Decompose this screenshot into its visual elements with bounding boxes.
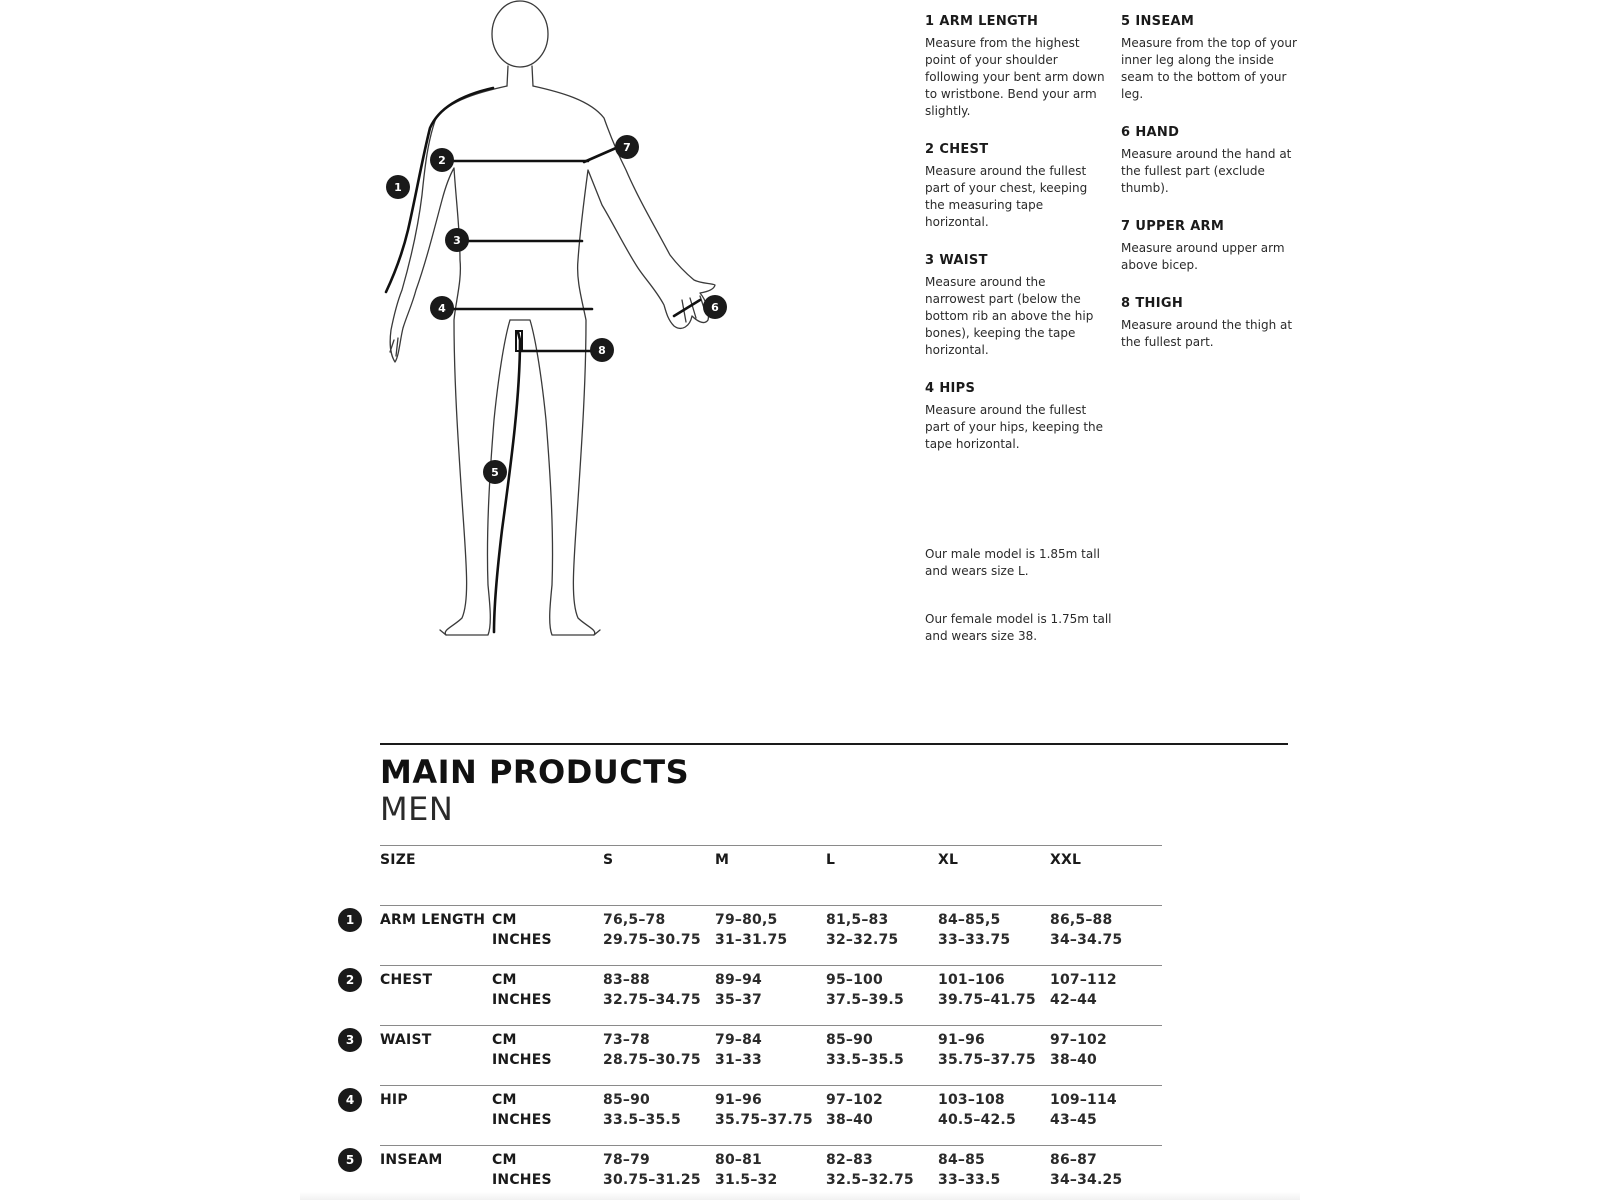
instruction-heading: 2 CHEST [925, 142, 989, 157]
instruction-heading: 8 THIGH [1121, 296, 1183, 311]
cell-inches-waist-m: 31–33 [715, 1052, 762, 1068]
cell-inches-arm-length-s: 29.75–30.75 [603, 932, 701, 948]
row-label-inseam: INSEAM [380, 1152, 443, 1168]
section-divider [380, 743, 1288, 745]
size-header-label: SIZE [380, 852, 416, 868]
cell-cm-hip-m: 91–96 [715, 1092, 762, 1108]
cell-cm-waist-m: 79–84 [715, 1032, 762, 1048]
hand-line [674, 300, 700, 316]
instruction-text: Measure around the thigh at the fullest part. [1121, 318, 1293, 349]
svg-text:4: 4 [438, 302, 446, 315]
male-model-note: Our male model is 1.85m tall and wears size L. [925, 547, 1100, 578]
instruction-text: Measure from the top of your inner leg along the inside seam to the bottom of your leg. [1121, 36, 1297, 101]
instructions-column-left [925, 14, 1105, 473]
instruction-hand [1121, 125, 1301, 197]
table-rule [380, 845, 1162, 846]
svg-text:8: 8 [598, 344, 606, 357]
svg-text:2: 2 [438, 154, 446, 167]
unit-label-inches: INCHES [492, 1052, 552, 1068]
cell-inches-hip-m: 35.75–37.75 [715, 1112, 813, 1128]
figure-badge-2 [430, 148, 454, 172]
cell-inches-hip-s: 33.5–35.5 [603, 1112, 681, 1128]
figure-badge-6 [703, 295, 727, 319]
cell-cm-hip-xl: 103–108 [938, 1092, 1005, 1108]
instruction-text: Measure around the narrowest part (below the bottom rib an above the hip bones), keeping the tape horizontal. [925, 275, 1094, 357]
instruction-text: Measure around the fullest part of your chest, keeping the measuring tape horizontal. [925, 164, 1088, 229]
unit-label-inches: INCHES [492, 932, 552, 948]
svg-text:3: 3 [453, 234, 461, 247]
cell-cm-waist-l: 85–90 [826, 1032, 873, 1048]
unit-label-cm: CM [492, 972, 517, 988]
cell-cm-chest-xxl: 107–112 [1050, 972, 1117, 988]
unit-label-inches: INCHES [492, 1172, 552, 1188]
cell-inches-hip-xxl: 43–45 [1050, 1112, 1097, 1128]
instruction-heading: 1 ARM LENGTH [925, 14, 1039, 29]
cell-cm-inseam-s: 78–79 [603, 1152, 650, 1168]
unit-label-cm: CM [492, 1092, 517, 1108]
unit-label-cm: CM [492, 1152, 517, 1168]
cell-inches-chest-xxl: 42–44 [1050, 992, 1097, 1008]
svg-text:7: 7 [623, 141, 631, 154]
row-number-badge: 3 [338, 1028, 362, 1052]
size-header-s: S [603, 852, 614, 868]
cell-cm-chest-m: 89–94 [715, 972, 762, 988]
cell-cm-arm-length-xl: 84–85,5 [938, 912, 1001, 928]
unit-label-cm: CM [492, 912, 517, 928]
cell-cm-inseam-xl: 84–85 [938, 1152, 985, 1168]
figure-badge-4 [430, 296, 454, 320]
cell-cm-waist-s: 73–78 [603, 1032, 650, 1048]
cell-inches-hip-xl: 40.5–42.5 [938, 1112, 1016, 1128]
instruction-text: Measure around upper arm above bicep. [1121, 241, 1285, 272]
instruction-text: Measure around the fullest part of your hips, keeping the tape horizontal. [925, 403, 1104, 451]
cell-cm-arm-length-xxl: 86,5–88 [1050, 912, 1113, 928]
cell-inches-hip-l: 38–40 [826, 1112, 873, 1128]
figure-badge-1 [386, 175, 410, 199]
cell-cm-arm-length-s: 76,5–78 [603, 912, 666, 928]
table-rule [380, 1145, 1162, 1146]
cell-cm-waist-xl: 91–96 [938, 1032, 985, 1048]
svg-text:5: 5 [491, 466, 499, 479]
unit-label-inches: INCHES [492, 992, 552, 1008]
table-rule [380, 965, 1162, 966]
cell-cm-inseam-l: 82–83 [826, 1152, 873, 1168]
cell-inches-waist-xxl: 38–40 [1050, 1052, 1097, 1068]
cell-cm-hip-l: 97–102 [826, 1092, 883, 1108]
figure-badge-5 [483, 460, 507, 484]
cell-cm-chest-l: 95–100 [826, 972, 883, 988]
row-label-chest: CHEST [380, 972, 433, 988]
unit-label-inches: INCHES [492, 1112, 552, 1128]
row-number-badge: 5 [338, 1148, 362, 1172]
instruction-arm-length [925, 14, 1105, 120]
svg-text:1: 1 [394, 181, 402, 194]
cell-inches-arm-length-xxl: 34–34.75 [1050, 932, 1123, 948]
cell-cm-inseam-m: 80–81 [715, 1152, 762, 1168]
figure-badge-7 [615, 135, 639, 159]
table-rule [380, 1085, 1162, 1086]
cell-inches-arm-length-m: 31–31.75 [715, 932, 788, 948]
cell-cm-arm-length-l: 81,5–83 [826, 912, 889, 928]
cell-inches-chest-s: 32.75–34.75 [603, 992, 701, 1008]
section-subtitle: MEN [380, 790, 454, 828]
body-measurement-figure [370, 0, 730, 650]
cell-inches-waist-l: 33.5–35.5 [826, 1052, 904, 1068]
cell-cm-hip-s: 85–90 [603, 1092, 650, 1108]
row-number-badge: 4 [338, 1088, 362, 1112]
unit-label-cm: CM [492, 1032, 517, 1048]
female-model-note: Our female model is 1.75m tall and wears size 38. [925, 612, 1112, 643]
cell-inches-waist-s: 28.75–30.75 [603, 1052, 701, 1068]
cell-inches-arm-length-l: 32–32.75 [826, 932, 899, 948]
instruction-heading: 6 HAND [1121, 125, 1180, 140]
size-header-xl: XL [938, 852, 959, 868]
cell-cm-chest-s: 83–88 [603, 972, 650, 988]
cell-cm-waist-xxl: 97–102 [1050, 1032, 1107, 1048]
cell-inches-chest-l: 37.5–39.5 [826, 992, 904, 1008]
figure-badge-8 [590, 338, 614, 362]
row-number-badge: 1 [338, 908, 362, 932]
cell-inches-arm-length-xl: 33–33.75 [938, 932, 1011, 948]
row-label-hip: HIP [380, 1092, 408, 1108]
figure-badge-3 [445, 228, 469, 252]
instruction-upper-arm [1121, 219, 1301, 274]
instruction-text: Measure around the hand at the fullest part (exclude thumb). [1121, 147, 1292, 195]
cell-cm-arm-length-m: 79–80,5 [715, 912, 778, 928]
cell-cm-chest-xl: 101–106 [938, 972, 1005, 988]
instruction-chest [925, 142, 1105, 231]
instruction-waist [925, 253, 1105, 359]
svg-text:6: 6 [711, 301, 719, 314]
cell-inches-inseam-l: 32.5–32.75 [826, 1172, 914, 1188]
row-number-badge: 2 [338, 968, 362, 992]
cell-inches-inseam-xl: 33–33.5 [938, 1172, 1001, 1188]
table-rule [380, 905, 1162, 906]
cell-inches-inseam-xxl: 34–34.25 [1050, 1172, 1123, 1188]
size-header-m: M [715, 852, 730, 868]
cell-inches-chest-m: 35–37 [715, 992, 762, 1008]
size-header-l: L [826, 852, 836, 868]
instruction-heading: 5 INSEAM [1121, 14, 1195, 29]
instruction-heading: 3 WAIST [925, 253, 988, 268]
upper-arm-line [584, 148, 616, 162]
instruction-heading: 4 HIPS [925, 381, 976, 396]
instruction-hips [925, 381, 1105, 453]
measurement-lines [386, 88, 700, 632]
instruction-inseam [1121, 14, 1301, 103]
cell-inches-waist-xl: 35.75–37.75 [938, 1052, 1036, 1068]
cell-cm-inseam-xxl: 86–87 [1050, 1152, 1097, 1168]
instruction-heading: 7 UPPER ARM [1121, 219, 1225, 234]
instruction-text: Measure from the highest point of your shoulder following your bent arm down to wristbone. Bend your arm slightly. [925, 36, 1105, 118]
size-header-xxl: XXL [1050, 852, 1082, 868]
row-label-waist: WAIST [380, 1032, 432, 1048]
row-label-arm-length: ARM LENGTH [380, 912, 486, 928]
cell-inches-inseam-m: 31.5–32 [715, 1172, 778, 1188]
instruction-thigh [1121, 296, 1301, 351]
cell-cm-hip-xxl: 109–114 [1050, 1092, 1117, 1108]
section-title: MAIN PRODUCTS [380, 753, 690, 791]
table-rule [380, 1025, 1162, 1026]
cell-inches-inseam-s: 30.75–31.25 [603, 1172, 701, 1188]
instructions-column-right [1121, 14, 1301, 371]
cell-inches-chest-xl: 39.75–41.75 [938, 992, 1036, 1008]
bottom-fade [300, 1192, 1300, 1200]
